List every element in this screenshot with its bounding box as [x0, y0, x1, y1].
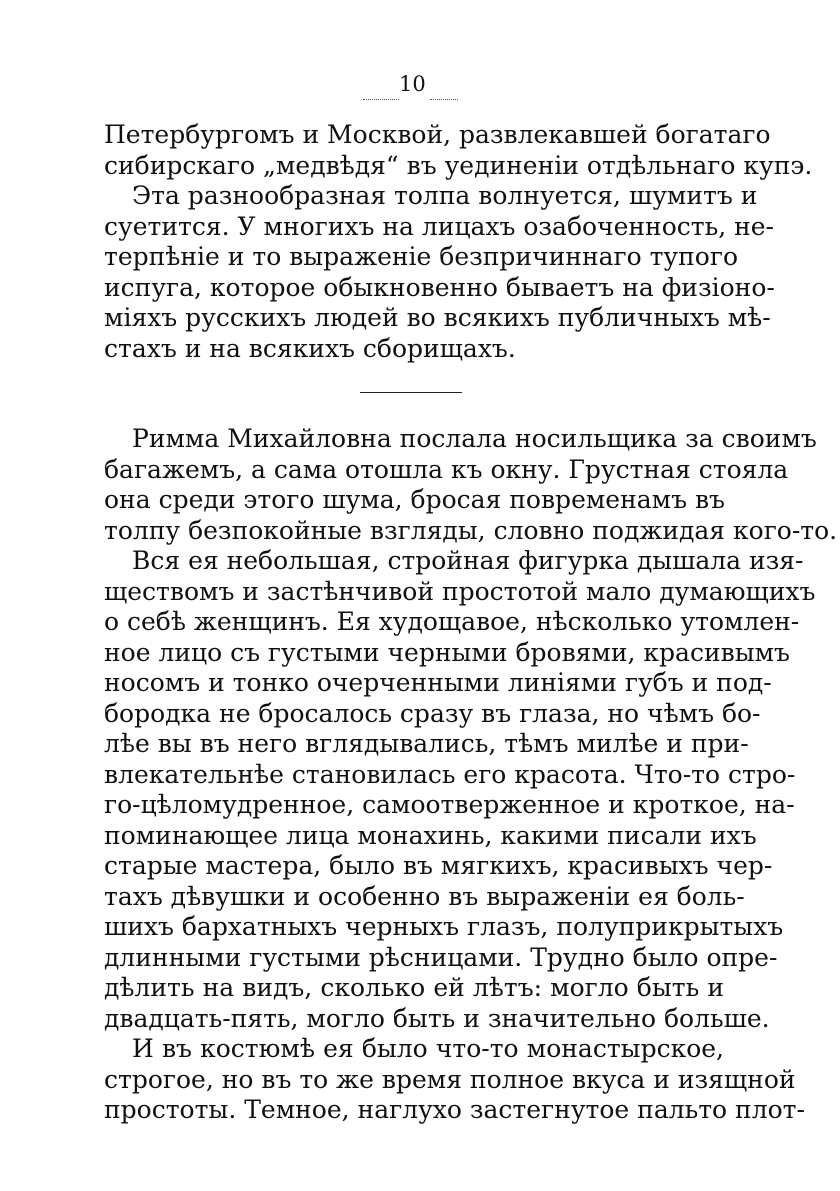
text-line: суетится. У многихъ на лицахъ озабоченность, не- [104, 211, 775, 241]
text-line: сибирскаго „медвѣдя“ въ уединенiи отдѣльнаго купэ. [104, 150, 813, 180]
text-line: бородка не бросалось сразу въ глаза, но чѣмъ бо- [104, 698, 761, 728]
text-line: багажемъ, а сама отошла къ окну. Грустная стояла [104, 454, 789, 484]
text-line: тахъ дѣвушки и особенно въ выраженiи ея боль- [104, 881, 745, 911]
text-line: длинными густыми рѣсницами. Трудно было опре- [104, 942, 778, 972]
page-number: 10 [399, 72, 426, 96]
text-line: шихъ бархатныхъ черныхъ глазъ, полуприкрытыхъ [104, 912, 784, 941]
text-line: го-цѣломудренное, самоотверженное и кроткое, на- [104, 790, 795, 819]
text-line: двадцать-пять, могло быть и значительно больше. [104, 1003, 770, 1033]
text-line: терпѣнiе и то выраженiе безпричиннаго тупого [104, 242, 739, 271]
page-header [355, 72, 475, 104]
text-line: поминающее лица монахинь, какими писали ихъ [104, 820, 757, 850]
text-line: ществомъ и застѣнчивой простотой мало думающихъ [104, 576, 816, 606]
text-block-bottom [104, 424, 838, 1126]
header-ornament-left [363, 99, 399, 101]
text-line: Эта разнообразная толпа волнуется, шумитъ и [132, 181, 758, 210]
section-divider [360, 392, 462, 393]
header-ornament-right [430, 99, 458, 101]
text-line: стахъ и на всякихъ сборищахъ. [104, 333, 516, 363]
text-line: Петербургомъ и Москвой, развлекавшей богатаго [104, 120, 771, 149]
text-line: влекательнѣе становилась его красота. Что-то стро- [104, 759, 796, 789]
text-line: простоты. Темное, наглухо застегнутое пальто плот- [104, 1095, 805, 1124]
text-line: дѣлить на видъ, сколько ей лѣтъ: могло быть и [104, 973, 724, 1002]
text-line: она среди этого шума, бросая повременамъ въ [104, 485, 725, 514]
text-line: толпу безпокойные взгляды, словно поджидая кого-то. [104, 515, 838, 545]
text-line: лѣе вы въ него вглядывались, тѣмъ милѣе и при- [104, 729, 749, 758]
text-line: о себѣ женщинъ. Ея худощавое, нѣсколько утомлен- [104, 607, 800, 636]
text-line: Вся ея небольшая, стройная фигурка дышала изя- [132, 546, 804, 575]
text-line: мiяхъ русскихъ людей во всякихъ публичныхъ мѣ- [104, 303, 771, 332]
text-line: Римма Михайловна послала носильщика за своимъ [132, 424, 817, 453]
text-line: носомъ и тонко очерченными линiями губъ и под- [104, 668, 772, 697]
text-line: испуга, которое обыкновенно бываетъ на физiоно- [104, 272, 775, 302]
text-line: строгое, но въ то же время полное вкуса и изящной [104, 1064, 796, 1094]
text-line: ное лицо съ густыми черными бровями, красивымъ [104, 637, 790, 667]
text-line: И въ костюмѣ ея было что-то монастырское, [132, 1034, 724, 1063]
text-block-top [104, 120, 813, 364]
text-line: старые мастера, было въ мягкихъ, красивыхъ чер- [104, 851, 773, 880]
